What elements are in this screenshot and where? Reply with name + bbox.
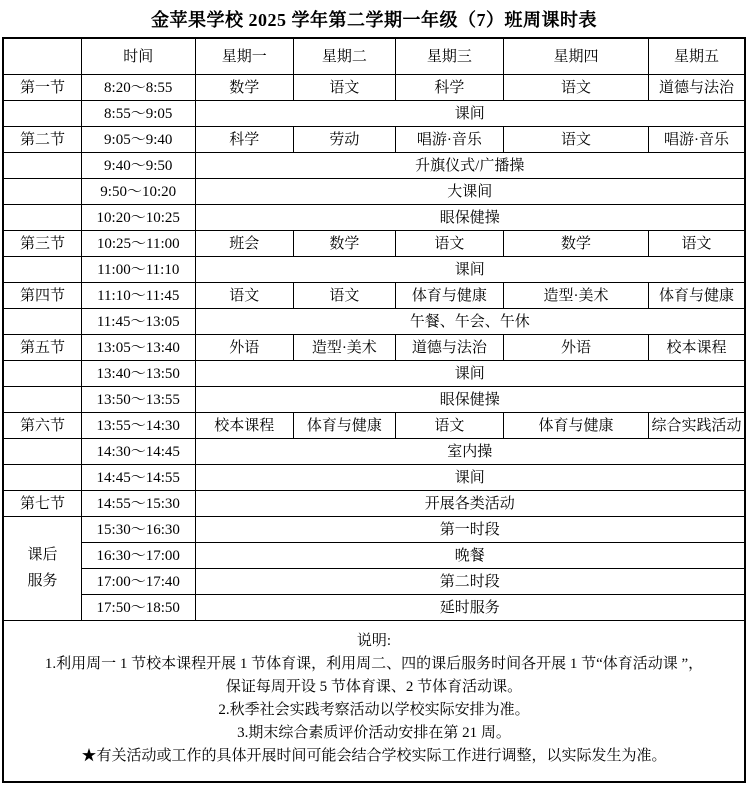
table-row [3, 205, 745, 231]
period-cell [3, 361, 81, 387]
time-cell: 8:20～8:55 [81, 75, 195, 101]
time-cell: 9:05～9:40 [81, 127, 195, 153]
table-row [3, 179, 745, 205]
period-cell [3, 101, 81, 127]
subject-cell: 道德与法治 [395, 335, 504, 361]
timetable [2, 37, 746, 783]
activity-cell: 升旗仪式/广播操 [195, 153, 745, 179]
period-cell [3, 179, 81, 205]
subject-cell: 外语 [195, 335, 294, 361]
time-cell: 10:25～11:00 [81, 231, 195, 257]
period-label: 课后服务 [27, 547, 58, 589]
activity-cell: 延时服务 [195, 595, 745, 621]
time-cell: 17:00～17:40 [81, 569, 195, 595]
note-line: 1.利用周一 1 节校本课程开展 1 节体育课，利用周二、四的课后服务时间各开展 1 节“体育活动课 ”， [44, 656, 704, 672]
subject-cell: 语文 [294, 283, 396, 309]
subject-cell: 造型·美术 [294, 335, 396, 361]
time-cell: 11:10～11:45 [81, 283, 195, 309]
subject-cell: 语文 [648, 231, 745, 257]
period-cell: 第六节 [3, 413, 81, 439]
table-row [3, 309, 745, 335]
subject-cell: 校本课程 [648, 335, 745, 361]
activity-cell: 眼保健操 [195, 387, 745, 413]
subject-cell: 语文 [504, 75, 649, 101]
table-row [3, 257, 745, 283]
time-cell: 11:45～13:05 [81, 309, 195, 335]
time-cell: 17:50～18:50 [81, 595, 195, 621]
subject-cell: 综合实践活动 [648, 413, 745, 439]
table-row [3, 153, 745, 179]
period-cell [3, 465, 81, 491]
time-cell: 13:55～14:30 [81, 413, 195, 439]
subject-cell: 语文 [195, 283, 294, 309]
header-cell-tuesday: 星期二 [294, 38, 396, 75]
table-row [3, 543, 745, 569]
period-cell [3, 439, 81, 465]
activity-cell: 午餐、午会、午休 [195, 309, 745, 335]
activity-cell: 晚餐 [195, 543, 745, 569]
table-row [3, 387, 745, 413]
time-cell: 15:30～16:30 [81, 517, 195, 543]
activity-cell: 课间 [195, 465, 745, 491]
subject-cell: 校本课程 [195, 413, 294, 439]
time-cell: 9:50～10:20 [81, 179, 195, 205]
subject-cell: 唱游·音乐 [648, 127, 745, 153]
subject-cell: 语文 [504, 127, 649, 153]
subject-cell: 体育与健康 [294, 413, 396, 439]
activity-cell: 眼保健操 [195, 205, 745, 231]
table-row [3, 465, 745, 491]
subject-cell: 体育与健康 [648, 283, 745, 309]
subject-cell: 造型·美术 [504, 283, 649, 309]
subject-cell: 数学 [195, 75, 294, 101]
activity-cell: 第一时段 [195, 517, 745, 543]
header-cell-blank [3, 38, 81, 75]
subject-cell: 体育与健康 [504, 413, 649, 439]
subject-cell: 道德与法治 [648, 75, 745, 101]
subject-cell: 劳动 [294, 127, 396, 153]
subject-cell: 外语 [504, 335, 649, 361]
period-cell [3, 257, 81, 283]
subject-cell: 班会 [195, 231, 294, 257]
page-title: 金苹果学校 2025 学年第二学期一年级（7）班周课时表 [151, 9, 597, 30]
period-cell: 第一节 [3, 75, 81, 101]
activity-cell: 课间 [195, 361, 745, 387]
notes-row [3, 621, 745, 783]
table-row [3, 361, 745, 387]
time-cell: 8:55～9:05 [81, 101, 195, 127]
table-row [3, 517, 745, 543]
time-cell: 13:50～13:55 [81, 387, 195, 413]
activity-cell: 开展各类活动 [195, 491, 745, 517]
time-cell: 14:45～14:55 [81, 465, 195, 491]
period-cell [3, 309, 81, 335]
note-line: 3.期末综合素质评价活动安排在第 21 周。 [237, 725, 511, 741]
time-cell: 13:40～13:50 [81, 361, 195, 387]
table-row [3, 101, 745, 127]
activity-cell: 课间 [195, 257, 745, 283]
period-cell: 第二节 [3, 127, 81, 153]
table-row [3, 75, 745, 101]
time-cell: 9:40～9:50 [81, 153, 195, 179]
activity-cell: 课间 [195, 101, 745, 127]
subject-cell: 科学 [395, 75, 504, 101]
table-row [3, 595, 745, 621]
time-cell: 13:05～13:40 [81, 335, 195, 361]
header-row [3, 38, 745, 75]
table-row [3, 569, 745, 595]
notes-heading: 说明: [356, 633, 392, 649]
activity-cell: 室内操 [195, 439, 745, 465]
period-cell: 第五节 [3, 335, 81, 361]
table-row [3, 127, 745, 153]
period-cell [3, 205, 81, 231]
period-cell: 第七节 [3, 491, 81, 517]
subject-cell: 体育与健康 [395, 283, 504, 309]
table-row [3, 335, 745, 361]
table-row [3, 439, 745, 465]
subject-cell: 语文 [395, 413, 504, 439]
note-line: 2.秋季社会实践考察活动以学校实际安排为准。 [218, 702, 530, 718]
activity-cell: 大课间 [195, 179, 745, 205]
table-row [3, 231, 745, 257]
time-cell: 11:00～11:10 [81, 257, 195, 283]
table-row [3, 491, 745, 517]
note-line: 保证每周开设 5 节体育课、2 节体育活动课。 [225, 679, 523, 695]
subject-cell: 科学 [195, 127, 294, 153]
period-cell: 第三节 [3, 231, 81, 257]
table-row [3, 283, 745, 309]
table-row [3, 413, 745, 439]
header-cell-time: 时间 [81, 38, 195, 75]
subject-cell: 唱游·音乐 [395, 127, 504, 153]
time-cell: 10:20～10:25 [81, 205, 195, 231]
subject-cell: 数学 [504, 231, 649, 257]
period-cell: 第四节 [3, 283, 81, 309]
header-cell-wednesday: 星期三 [395, 38, 504, 75]
time-cell: 16:30～17:00 [81, 543, 195, 569]
note-line: ★有关活动或工作的具体开展时间可能会结合学校实际工作进行调整，以实际发生为准。 [81, 748, 667, 764]
period-cell-after-school [3, 517, 81, 621]
header-cell-friday: 星期五 [648, 38, 745, 75]
subject-cell: 语文 [395, 231, 504, 257]
period-cell [3, 153, 81, 179]
time-cell: 14:55～15:30 [81, 491, 195, 517]
header-cell-thursday: 星期四 [504, 38, 649, 75]
header-cell-monday: 星期一 [195, 38, 294, 75]
subject-cell: 数学 [294, 231, 396, 257]
notes-section [3, 621, 745, 783]
subject-cell: 语文 [294, 75, 396, 101]
activity-cell: 第二时段 [195, 569, 745, 595]
time-cell: 14:30～14:45 [81, 439, 195, 465]
period-cell [3, 387, 81, 413]
